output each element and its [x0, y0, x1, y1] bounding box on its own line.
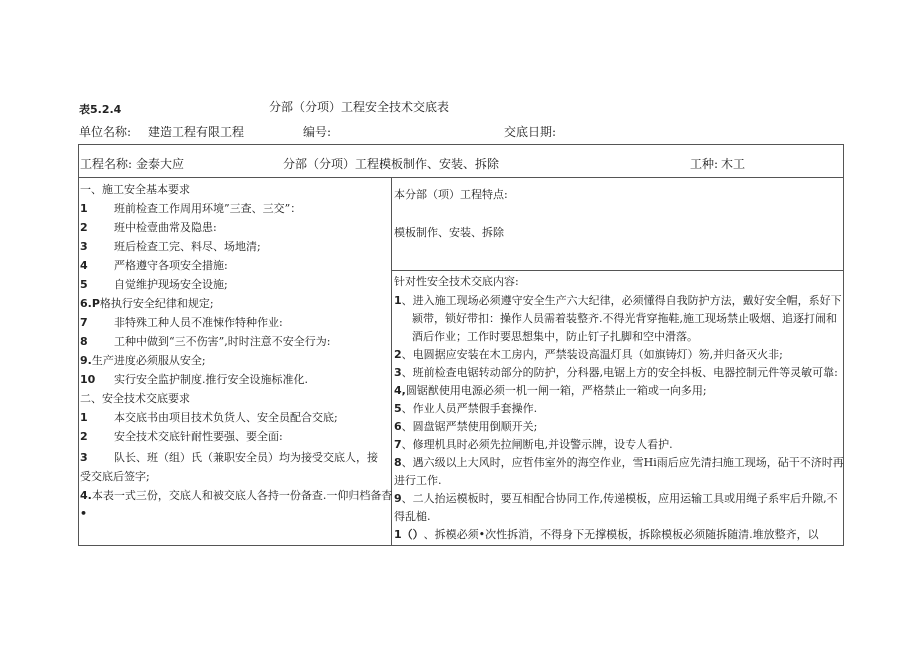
list-item: 2、电圆据应安装在木工房内，严禁装设高温灯具（如旗铸灯）笏,并归备灭火非;	[394, 348, 783, 361]
list-item: 3 班后检查工完、料尽、场地清;	[80, 240, 261, 253]
features-title: 本分部（项）工程特点:	[394, 188, 508, 201]
list-item: 1 班前检查工作周用环境”三查、三交”：	[80, 202, 302, 215]
list-item: 4.本表一式三份，交底人和被交底人各持一份备查.一仰归档备杳	[80, 489, 393, 502]
left-column	[80, 181, 393, 541]
list-item: 5 自觉维护现场安全设施;	[80, 278, 228, 291]
list-item-continuation: 颍带，锁好带扣：操作人员需着装整齐.不得光背穿拖鞋,施工现场禁止吸烟、追逐打闹和	[412, 312, 837, 325]
list-item: 8、遇六级以上大风时，应哲伟室外的海空作业，雪Hi雨后应先清扫施工现场，砧干不济时再	[394, 456, 844, 469]
unit-label: 单位名称:	[79, 125, 132, 139]
list-item: 6.P格执行安全纪律和规定;	[80, 297, 214, 310]
subproject-label: 分部（分项）工程:	[283, 157, 384, 171]
list-item: 3 队长、班（组）氏（兼职安全员）均为接受交底人，接	[80, 451, 378, 464]
list-item: 1 本交底书由项目技术负货人、安全员配合交底;	[80, 411, 338, 424]
list-item: 2 安全技术交底针耐性要强、要全面:	[80, 430, 283, 443]
subproject-value: 模板制作、安装、拆除	[379, 157, 500, 171]
content-title: 针对性安全技术交底内容:	[394, 275, 519, 288]
list-item: 7、修理机具时必须先拉闸断电,并设警示牌，设专人看护.	[394, 438, 673, 451]
list-item: 4 严格遵守各项安全措施:	[80, 259, 228, 272]
list-item: 2 班中检壹曲常及隐患:	[80, 221, 217, 234]
project-name-label: 工程名称:	[80, 157, 133, 171]
list-item: 10 实行安全监护制度.推行安全设施标准化.	[80, 373, 308, 386]
table-number: 表5.2.4	[79, 103, 122, 116]
list-item: 7 非特殊工种人员不准悚作特种作业:	[80, 316, 283, 329]
list-item-continuation: 得乱槌.	[394, 510, 431, 523]
list-item: 9、二人抬运模板时，要互相配合协同工作,传递模板，应用运输工具或用绳子系牢后升隙,不	[394, 492, 838, 505]
right-content-column	[394, 273, 842, 543]
trade-label: 工种:	[690, 157, 719, 171]
list-item: 3、班前检查电锯转动部分的防护，分科器,电锯上方的安全抖板、电器控制元件等灵敏可靠:	[394, 366, 838, 379]
code-label: 编号:	[303, 125, 332, 139]
list-item-continuation: 受交底后签字;	[80, 470, 150, 483]
list-item: 9.生产进度必须服从安全;	[80, 354, 206, 367]
right-section-divider	[391, 270, 844, 271]
section-title-basic: 一、施工安全基本要求	[80, 183, 190, 196]
list-item: 4,圆锯猷使用电源必须一机一闸一箱，严格禁止一箱或一向多用;	[394, 384, 707, 397]
section-title-requirements: 二、安全技术交底要求	[80, 392, 190, 405]
list-item: 5、作业人员严禁假手套操作.	[394, 402, 538, 415]
trade-value: 木工	[721, 157, 746, 171]
features-value: 模板制作、安装、拆除	[394, 226, 504, 239]
unit-value: 建造工程有限工程	[148, 125, 245, 139]
list-item: 1、进入施工现场必须遵守安全生产六大纪律，必须懂得自我防护方法，戴好安全帽，系好下	[394, 294, 842, 307]
list-item-bullet: •	[80, 507, 88, 520]
list-item-continuation: 酒后作业；工作时要思想集中，防止钉子扎脚和空中滑落。	[412, 330, 698, 343]
date-label: 交底日期:	[504, 125, 557, 139]
list-item: 1（）、拆模必须•次性拆消，不得身下无撑模板，拆除模板必须随拆随清.堆放整齐，以	[394, 528, 819, 541]
list-item: 6、圆盘锯严禁使用倒顺开关;	[394, 420, 538, 433]
page-title: 分部（分项）工程安全技术交底表	[269, 100, 450, 114]
list-item: 8 工种中做到“三不伤害”,时时注意不安全行为:	[80, 335, 331, 348]
project-name-value: 金泰大应	[136, 157, 185, 171]
info-row-divider	[78, 177, 844, 178]
list-item-continuation: 进行工作.	[394, 474, 442, 487]
